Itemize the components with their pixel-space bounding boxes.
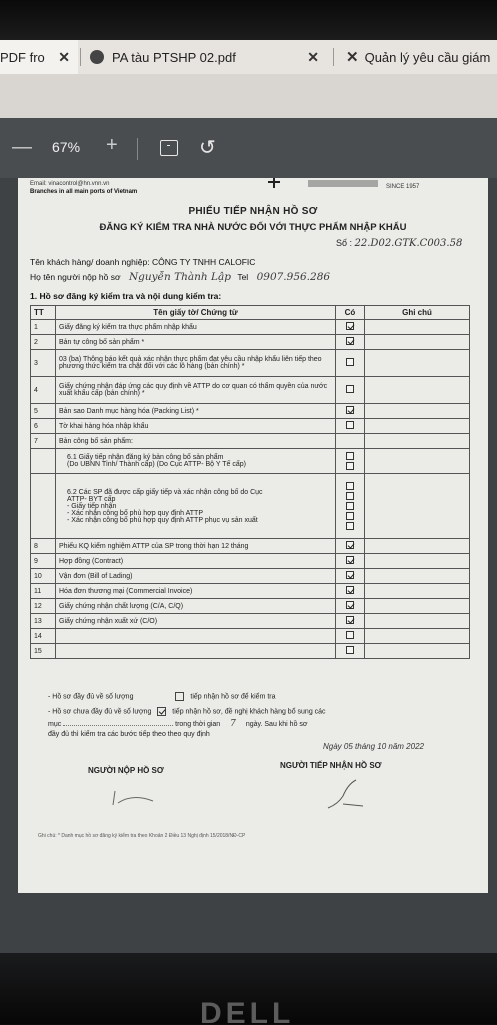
note-complete: - Hồ sơ đầy đủ về số lượng tiếp nhận hồ sơ để kiểm tra (48, 693, 276, 701)
rotate-icon[interactable]: ↺ (199, 137, 216, 159)
row-document-name (56, 644, 336, 659)
company-since (268, 178, 438, 194)
signature-right-icon (308, 776, 398, 816)
table-row (31, 335, 470, 350)
footnote: Ghi chú: * Danh mục hồ sơ đăng ký kiểm tra theo Khoản 2 Điều 13 Nghị định 15/2018/NĐ-CP (38, 833, 246, 839)
monitor-brand-logo-icon (190, 995, 310, 1025)
x-logo-icon: ✕ (346, 49, 359, 66)
receiver-signature-label: NGƯỜI TIẾP NHẬN HỒ SƠ (280, 761, 382, 770)
row-number: 12 (31, 599, 56, 614)
checkbox[interactable] (346, 502, 354, 510)
row-checkbox-cell (336, 335, 365, 350)
pdf-page (18, 178, 488, 893)
row-checkbox-cell (336, 584, 365, 599)
checkbox[interactable] (346, 571, 354, 579)
doc-number-value: 22.D02.GTK.C003.58 (354, 238, 463, 249)
browser-tab-strip (0, 40, 497, 75)
row-number: 10 (31, 569, 56, 584)
checkbox[interactable] (346, 385, 354, 393)
note-days: 7 (230, 719, 236, 729)
row-number: 2 (31, 335, 56, 350)
tab-divider (333, 48, 334, 66)
table-row (31, 404, 470, 419)
row-note (365, 569, 470, 584)
row-document-name: Phiếu KQ kiểm nghiệm ATTP của SP trong thời hạn 12 tháng (56, 539, 336, 554)
table-row (31, 569, 470, 584)
sub-line: - Giấy tiếp nhận (67, 502, 117, 510)
customer-value: CÔNG TY TNHH CALOFIC (151, 257, 256, 267)
row-note (365, 629, 470, 644)
row-number: 6 (31, 419, 56, 434)
row-note (365, 377, 470, 404)
close-icon[interactable]: ✕ (307, 48, 319, 65)
row-note (365, 350, 470, 377)
checkbox[interactable] (346, 406, 354, 414)
row-number: 3 (31, 350, 56, 377)
table-row (31, 434, 470, 449)
row-document-name: Giấy chứng nhận xuất xứ (C/O) (56, 614, 336, 629)
row-number: 14 (31, 629, 56, 644)
toolbar-divider (137, 138, 138, 160)
row-document-name: Giấy đăng ký kiểm tra thực phẩm nhập khẩu (56, 320, 336, 335)
tab-pa-tau-pdf[interactable] (82, 40, 327, 74)
row-checkbox-cell (336, 320, 365, 335)
signature-left-icon (103, 783, 163, 813)
row-document-name: Giấy chứng nhận đáp ứng các quy định về ATTP do cơ quan có thẩm quyền của nước xuất khẩu cấp (bản chính) * (56, 377, 336, 404)
note-incomplete-action: tiếp nhận hồ sơ, đề nghị khách hàng bổ sung các (172, 708, 326, 716)
checkbox[interactable] (346, 452, 354, 460)
row-number: 15 (31, 644, 56, 659)
note-days-label: ngày. Sau khi hồ sơ (245, 721, 308, 728)
submitter-line (30, 271, 330, 283)
fit-page-icon[interactable] (160, 140, 178, 156)
sub-line: 6.1 Giấy tiếp nhận đăng ký bản công bố sản phẩm (67, 454, 224, 461)
customer-line (30, 257, 255, 267)
table-row (31, 614, 470, 629)
monitor-bezel-top (0, 0, 497, 40)
row-note (365, 434, 470, 449)
checkbox[interactable] (346, 556, 354, 564)
checkbox[interactable] (346, 482, 354, 490)
note-period-label: trong thời gian (175, 721, 221, 728)
zoom-level[interactable]: 67% (52, 139, 81, 155)
tab-label: PA tàu PTSHP 02.pdf (112, 49, 236, 65)
table-row (31, 584, 470, 599)
row-number: 9 (31, 554, 56, 569)
tab-quan-ly[interactable] (336, 40, 497, 74)
row-checkbox-cell (336, 434, 365, 449)
row-checkbox-cell (336, 569, 365, 584)
zoom-out-button[interactable]: — (12, 136, 32, 158)
row-document-name (56, 629, 336, 644)
checkbox[interactable] (346, 646, 354, 654)
row-note (365, 404, 470, 419)
row-number: 13 (31, 614, 56, 629)
tab-divider (80, 48, 81, 66)
row-number: 7 (31, 434, 56, 449)
row-checkbox-cell (336, 377, 365, 404)
pdf-icon (90, 50, 104, 64)
col-co: Có (336, 306, 365, 320)
row-checkbox-cell (336, 350, 365, 377)
tab-label: PDF fro (0, 49, 45, 65)
table-row (31, 629, 470, 644)
tel-value: 0907.956.286 (256, 271, 331, 283)
row-checkbox-cell (336, 599, 365, 614)
sub-line: ATTP- BYT cấp (67, 495, 116, 503)
row-number: 4 (31, 377, 56, 404)
doc-subtitle: ĐĂNG KÝ KIỂM TRA NHÀ NƯỚC ĐỐI VỚI THỰC PHẨM NHẬP KHẨU (99, 222, 407, 233)
row-number: 1 (31, 320, 56, 335)
checkbox[interactable] (346, 358, 354, 366)
table-row (31, 350, 470, 377)
sub-line: 6.2 Các SP đã được cấp giấy tiếp và xác nhận công bố do Cục (67, 488, 263, 496)
row-checkbox-cell (336, 539, 365, 554)
tab-label: Quản lý yêu cầu giám (364, 49, 491, 65)
table-row (31, 474, 470, 539)
section-1-heading: 1. Hồ sơ đăng ký kiểm tra và nội dung kiểm tra: (30, 291, 222, 301)
row-note (365, 320, 470, 335)
checkbox-incomplete[interactable] (157, 707, 166, 716)
checkbox[interactable] (346, 601, 354, 609)
checkbox[interactable] (346, 462, 354, 470)
table-row (31, 554, 470, 569)
row-note (365, 419, 470, 434)
checkbox[interactable] (346, 512, 354, 520)
company-branches: Branches in all main ports of Vietnam (30, 189, 138, 195)
row-note (365, 335, 470, 350)
table-row (31, 599, 470, 614)
checkbox[interactable] (346, 421, 354, 429)
note-items (48, 719, 308, 729)
checkbox-complete[interactable] (175, 692, 184, 701)
table-row (31, 644, 470, 659)
checkbox[interactable] (346, 586, 354, 594)
submitter-signature-label: NGƯỜI NỘP HỒ SƠ (88, 766, 164, 775)
row-note (365, 554, 470, 569)
tab-pdf-from[interactable] (0, 40, 78, 74)
row-note (365, 644, 470, 659)
row-note (365, 614, 470, 629)
checkbox[interactable] (346, 616, 354, 624)
row-checkbox-cell (336, 404, 365, 419)
sub-line: (Do UBNN Tỉnh/ Thành cấp) (Do Cục ATTP- Bộ Y Tế cấp) (67, 461, 246, 468)
row-number: 11 (31, 584, 56, 599)
row-document-name: Bản tự công bố sản phẩm * (56, 335, 336, 350)
close-icon[interactable]: ✕ (58, 48, 70, 65)
row-document-name: Vận đơn (Bill of Lading) (56, 569, 336, 584)
documents-table (30, 305, 470, 659)
table-row (31, 419, 470, 434)
checkbox[interactable] (346, 337, 354, 345)
svg-text:DELL: DELL (200, 997, 295, 1025)
col-tt: TT (31, 306, 56, 320)
row-document-name: Tờ khai hàng hóa nhập khẩu (56, 419, 336, 434)
row-number: 5 (31, 404, 56, 419)
company-logo-icon (268, 178, 438, 192)
sub-line: - Xác nhận công bố phù hợp quy định ATTP (67, 509, 203, 517)
row-document-name: Bản sao Danh mục hàng hóa (Packing List) * (56, 404, 336, 419)
table-row (31, 539, 470, 554)
pdf-toolbar (0, 118, 497, 178)
doc-number (336, 238, 462, 249)
svg-text:SINCE 1957: SINCE 1957 (386, 184, 420, 190)
note-followup: đầy đủ thì kiểm tra các bước tiếp theo theo quy định (48, 731, 210, 738)
row-document-name: Giấy chứng nhận chất lượng (C/A, C/Q) (56, 599, 336, 614)
row-checkbox-cell (336, 644, 365, 659)
table-row (31, 320, 470, 335)
doc-number-label: Số : (336, 238, 353, 248)
checkbox[interactable] (346, 322, 354, 330)
submitter-value: Nguyễn Thành Lập (128, 271, 231, 283)
checkbox[interactable] (346, 541, 354, 549)
row-checkbox-cell (336, 554, 365, 569)
note-items-label: mục (48, 721, 62, 728)
row-note (365, 584, 470, 599)
note-incomplete: - Hồ sơ chưa đầy đủ về số lượng tiếp nhận hồ sơ, đề nghị khách hàng bổ sung các (48, 708, 326, 716)
checkbox[interactable] (346, 492, 354, 500)
row-note (365, 539, 470, 554)
table-row (31, 377, 470, 404)
checkbox[interactable] (346, 522, 354, 530)
company-email: Email: vinacontrol@hn.vnn.vn (30, 181, 110, 187)
row-document-name: Bản công bố sản phẩm: (56, 434, 336, 449)
col-note: Ghi chú (365, 306, 470, 320)
sub-line: - Xác nhận công bố phù hợp quy định ATTP phục vụ sản xuất (67, 516, 258, 524)
date-line: Ngày 05 tháng 10 năm 2022 (323, 742, 424, 751)
row-checkbox-cell (336, 629, 365, 644)
customer-label: Tên khách hàng/ doanh nghiệp: (30, 257, 150, 267)
row-document-name: Hợp đồng (Contract) (56, 554, 336, 569)
row7-sub2 (56, 474, 336, 539)
row7-sub1 (56, 449, 336, 474)
note-complete-action: tiếp nhận hồ sơ để kiểm tra (190, 693, 276, 701)
note-complete-label: Hồ sơ đầy đủ về số lượng (52, 693, 134, 701)
row-checkbox-cell (336, 419, 365, 434)
note-incomplete-label: Hồ sơ chưa đầy đủ về số lượng (52, 708, 152, 716)
zoom-in-button[interactable]: + (106, 134, 118, 156)
address-bar-area (0, 74, 497, 118)
row-number: 8 (31, 539, 56, 554)
row-checkbox-cell (336, 614, 365, 629)
row-document-name: 03 (ba) Thông báo kết quả xác nhận thực phẩm đạt yêu cầu nhập khẩu liên tiếp theo phương thức kiểm tra chặt đối với các lô hàng (bản chính) * (56, 350, 336, 377)
tel-label: Tel (237, 272, 249, 282)
doc-title: PHIẾU TIẾP NHẬN HỒ SƠ (188, 206, 318, 217)
table-row (31, 449, 470, 474)
submitter-label: Họ tên người nộp hồ sơ (30, 272, 121, 282)
checkbox[interactable] (346, 631, 354, 639)
col-name: Tên giấy tờ/ Chứng từ (56, 306, 336, 320)
row-note (365, 599, 470, 614)
row-document-name: Hóa đơn thương mại (Commercial Invoice) (56, 584, 336, 599)
